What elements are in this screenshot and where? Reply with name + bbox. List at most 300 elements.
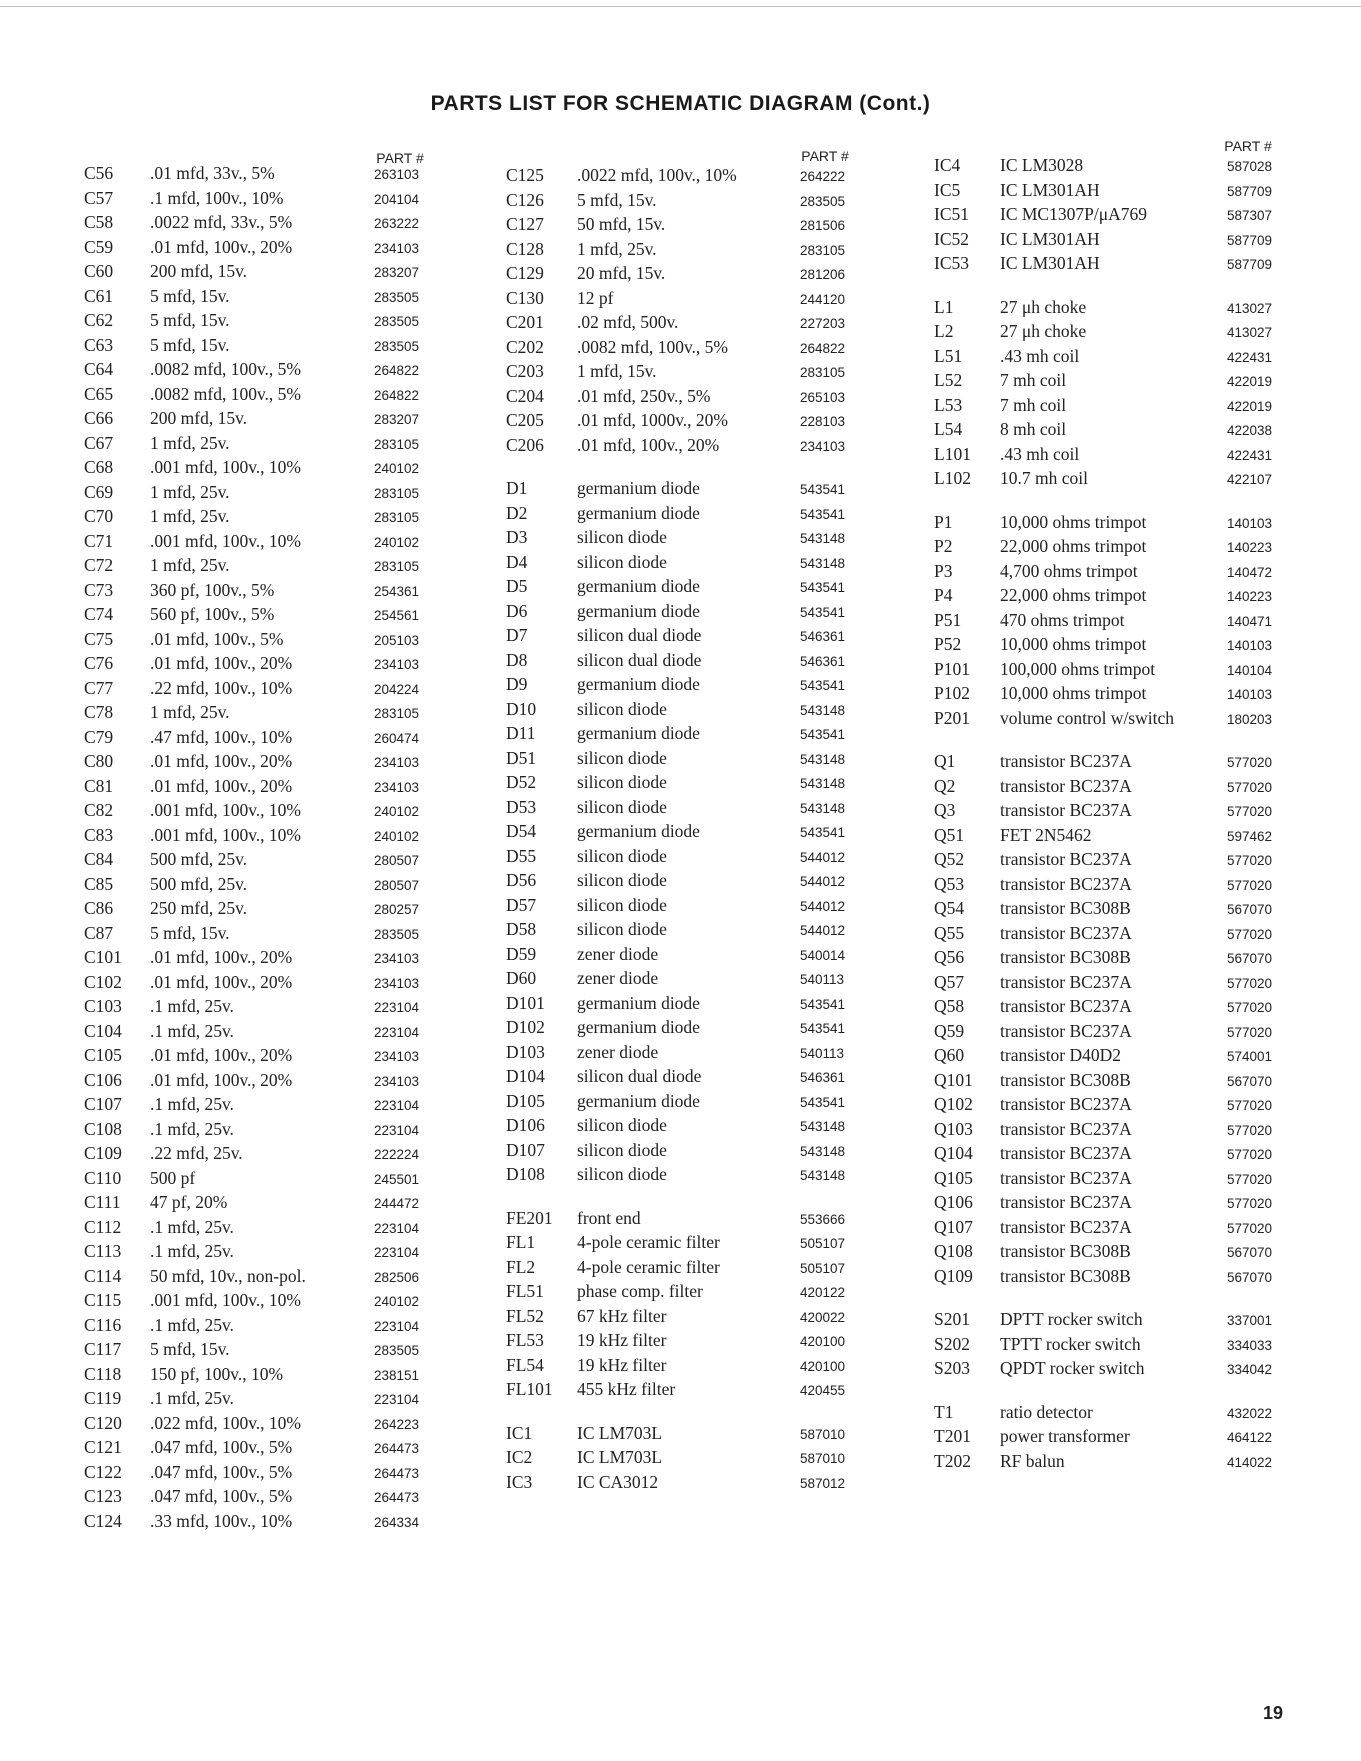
part-row <box>920 972 1361 997</box>
part-description: .22 mfd, 100v., 10% <box>150 677 293 698</box>
part-description: silicon diode <box>577 894 667 915</box>
ref-designator: IC52 <box>934 228 969 249</box>
ref-designator: D105 <box>506 1090 545 1111</box>
part-number: 587709 <box>1227 183 1273 199</box>
part-description: .1 mfd, 25v. <box>150 1020 234 1041</box>
part-row <box>920 155 1361 180</box>
part-description: transistor BC237A <box>1000 849 1132 869</box>
part-number: 264222 <box>800 169 846 184</box>
ref-designator: C61 <box>84 285 114 306</box>
part-number: 543541 <box>800 1021 846 1036</box>
part-description: .1 mfd, 25v. <box>150 1314 234 1335</box>
ref-designator: C121 <box>84 1437 122 1457</box>
part-row <box>920 468 1361 493</box>
part-row <box>0 678 470 703</box>
ref-designator: Q106 <box>934 1192 973 1212</box>
part-number: 464122 <box>1227 1430 1273 1445</box>
part-number: 577020 <box>1227 1122 1273 1138</box>
part-row <box>920 776 1361 801</box>
part-row <box>920 947 1361 972</box>
ref-designator: C76 <box>84 653 114 673</box>
part-number: 540014 <box>800 947 846 963</box>
part-row <box>920 683 1361 708</box>
ref-designator: D53 <box>506 796 537 817</box>
part-number: 205103 <box>374 632 420 648</box>
part-description: .02 mfd, 500v. <box>577 312 679 332</box>
part-row <box>0 433 470 458</box>
part-description: 500 mfd, 25v. <box>150 849 248 869</box>
ref-designator: P101 <box>934 658 970 679</box>
part-description: IC MC1307P/μA769 <box>1000 204 1147 224</box>
part-number: 422019 <box>1227 374 1273 389</box>
ref-designator: C86 <box>84 898 114 918</box>
parts-rows <box>920 155 1361 1475</box>
part-number: 281506 <box>800 218 846 233</box>
ref-designator: C205 <box>506 410 544 430</box>
ref-designator: D54 <box>506 821 537 841</box>
part-description: 250 mfd, 25v. <box>150 898 248 918</box>
ref-designator: D101 <box>506 992 545 1013</box>
part-row <box>470 846 920 871</box>
part-number: 422107 <box>1227 472 1273 487</box>
ref-designator: D60 <box>506 968 537 988</box>
part-description: 5 mfd, 15v. <box>150 285 230 306</box>
part-row <box>0 874 470 899</box>
part-description: 200 mfd, 15v. <box>150 408 248 428</box>
part-description: .1 mfd, 25v. <box>150 1216 234 1237</box>
ref-designator: D9 <box>506 674 528 694</box>
part-description: 4-pole ceramic filter <box>577 1232 720 1252</box>
part-description: 27 μh choke <box>1000 296 1087 317</box>
ref-designator: C56 <box>84 163 114 183</box>
part-row <box>0 1413 470 1438</box>
part-row <box>470 674 920 699</box>
ref-designator: D4 <box>506 551 528 572</box>
part-row <box>920 253 1361 278</box>
part-row <box>470 190 920 215</box>
part-row <box>0 849 470 874</box>
ref-designator: C58 <box>84 212 114 232</box>
ref-designator: C124 <box>84 1510 122 1531</box>
part-row <box>470 870 920 895</box>
part-row <box>0 310 470 335</box>
part-number: 587307 <box>1227 208 1273 223</box>
ref-designator: C128 <box>506 238 544 259</box>
part-number: 265103 <box>800 389 846 405</box>
part-row <box>470 748 920 773</box>
part-description: IC CA3012 <box>577 1471 659 1492</box>
ref-designator: C111 <box>84 1192 121 1212</box>
part-row <box>920 419 1361 444</box>
part-row <box>470 552 920 577</box>
part-row <box>920 1119 1361 1144</box>
ref-designator: FL54 <box>506 1354 544 1375</box>
part-number: 505107 <box>800 1236 846 1251</box>
part-description: transistor BC237A <box>1000 1167 1132 1188</box>
part-description: silicon diode <box>577 698 667 719</box>
part-number-header: PART # <box>801 148 849 164</box>
part-number: 263222 <box>374 216 420 231</box>
part-row <box>0 261 470 286</box>
part-row <box>470 576 920 601</box>
part-number: 254561 <box>374 608 420 623</box>
part-description: .0022 mfd, 100v., 10% <box>577 165 737 185</box>
part-row <box>920 1426 1361 1451</box>
ref-designator: P3 <box>934 560 953 581</box>
part-number: 283505 <box>800 193 846 209</box>
part-row <box>470 1208 920 1233</box>
part-number: 223104 <box>374 1220 420 1236</box>
ref-designator: Q52 <box>934 849 965 869</box>
part-description: transistor BC237A <box>1000 922 1132 943</box>
part-number: 587709 <box>1227 232 1273 248</box>
part-row <box>920 1358 1361 1383</box>
ref-designator: D11 <box>506 723 536 743</box>
part-description: 10.7 mh coil <box>1000 468 1088 488</box>
part-description: 360 pf, 100v., 5% <box>150 579 275 600</box>
part-description: 470 ohms trimpot <box>1000 609 1125 630</box>
part-description: .0022 mfd, 33v., 5% <box>150 212 293 232</box>
ref-designator: L51 <box>934 345 963 366</box>
ref-designator: C122 <box>84 1461 122 1482</box>
part-number: 422019 <box>1227 398 1273 414</box>
group-spacer <box>920 1290 1361 1309</box>
ref-designator: C77 <box>84 677 114 698</box>
part-description: silicon diode <box>577 747 667 768</box>
ref-designator: IC3 <box>506 1471 533 1492</box>
part-row <box>470 1066 920 1091</box>
part-number: 587012 <box>800 1475 846 1491</box>
part-number: 577020 <box>1227 1024 1273 1040</box>
part-number: 544012 <box>800 898 846 914</box>
part-row <box>470 503 920 528</box>
ref-designator: C59 <box>84 236 114 257</box>
part-number: 543148 <box>800 1119 846 1134</box>
ref-designator: C116 <box>84 1314 122 1335</box>
part-description: ratio detector <box>1000 1401 1093 1422</box>
part-row <box>0 1192 470 1217</box>
part-row <box>0 188 470 213</box>
part-number: 240102 <box>374 804 420 819</box>
part-number: 283207 <box>374 265 420 280</box>
ref-designator: C203 <box>506 361 544 381</box>
ref-designator: D55 <box>506 845 537 866</box>
part-row <box>920 1021 1361 1046</box>
part-row <box>920 585 1361 610</box>
parts-rows <box>470 165 920 1496</box>
part-number: 420022 <box>800 1309 846 1325</box>
part-description: .01 mfd, 100v., 5% <box>150 628 284 649</box>
part-description: 500 mfd, 25v. <box>150 873 248 894</box>
part-description: silicon diode <box>577 796 667 817</box>
part-number: 283207 <box>374 412 420 427</box>
ref-designator: C101 <box>84 947 122 967</box>
part-number: 574001 <box>1227 1049 1273 1064</box>
part-number: 140103 <box>1227 638 1273 653</box>
part-row <box>920 1451 1361 1476</box>
part-number: 587709 <box>1227 257 1273 272</box>
ref-designator: C80 <box>84 751 114 771</box>
part-number: 283105 <box>800 242 846 258</box>
part-description: germanium diode <box>577 478 700 498</box>
ref-designator: D59 <box>506 943 537 964</box>
part-description: 1 mfd, 15v. <box>577 361 657 381</box>
part-number: 204104 <box>374 191 420 207</box>
part-description: 1 mfd, 25v. <box>150 506 230 526</box>
part-row <box>470 1330 920 1355</box>
part-description: transistor D40D2 <box>1000 1045 1122 1065</box>
part-description: 22,000 ohms trimpot <box>1000 585 1147 605</box>
part-number: 140103 <box>1227 687 1273 702</box>
part-description: phase comp. filter <box>577 1281 703 1301</box>
ref-designator: C117 <box>84 1339 122 1359</box>
part-description: 10,000 ohms trimpot <box>1000 511 1147 532</box>
ref-designator: P51 <box>934 609 962 630</box>
part-row <box>470 1257 920 1282</box>
ref-designator: C103 <box>84 996 122 1016</box>
part-description: silicon diode <box>577 1115 667 1135</box>
part-description: 5 mfd, 15v. <box>150 334 230 355</box>
ref-designator: C110 <box>84 1167 122 1188</box>
part-description: 100,000 ohms trimpot <box>1000 658 1156 679</box>
part-number: 597462 <box>1227 828 1273 844</box>
ref-designator: C62 <box>84 310 114 330</box>
part-number: 223104 <box>374 1318 420 1334</box>
part-row <box>920 800 1361 825</box>
part-row <box>920 1309 1361 1334</box>
ref-designator: C118 <box>84 1363 122 1384</box>
part-description: 7 mh coil <box>1000 394 1067 415</box>
part-description: 200 mfd, 15v. <box>150 261 248 281</box>
parts-rows <box>0 163 470 1535</box>
part-description: .01 mfd, 100v., 20% <box>150 971 293 992</box>
part-number: 223104 <box>374 1245 420 1260</box>
part-row <box>0 702 470 727</box>
part-description: transistor BC308B <box>1000 947 1131 967</box>
ref-designator: C73 <box>84 579 114 600</box>
ref-designator: D8 <box>506 649 528 670</box>
ref-designator: C66 <box>84 408 114 428</box>
ref-designator: C104 <box>84 1020 122 1041</box>
part-number: 283105 <box>374 485 420 501</box>
ref-designator: C64 <box>84 359 114 379</box>
part-description: transistor BC237A <box>1000 873 1132 894</box>
part-row <box>0 163 470 188</box>
part-row <box>0 1021 470 1046</box>
part-description: 455 kHz filter <box>577 1379 676 1399</box>
part-number: 234103 <box>374 975 420 991</box>
ref-designator: D3 <box>506 527 528 547</box>
part-description: .001 mfd, 100v., 10% <box>150 1290 302 1310</box>
part-row <box>470 1017 920 1042</box>
part-row <box>0 580 470 605</box>
page-title: PARTS LIST FOR SCHEMATIC DIAGRAM (Cont.) <box>430 92 931 115</box>
part-row <box>920 1045 1361 1070</box>
part-number: 223104 <box>374 1000 420 1015</box>
part-number: 264473 <box>374 1490 420 1505</box>
part-description: transistor BC237A <box>1000 1143 1132 1163</box>
ref-designator: C60 <box>84 261 114 281</box>
part-row <box>920 1217 1361 1242</box>
part-number: 422038 <box>1227 423 1273 438</box>
part-number: 283105 <box>374 559 420 574</box>
part-description: silicon diode <box>577 551 667 572</box>
part-number: 546361 <box>800 629 846 644</box>
part-number: 140223 <box>1227 540 1273 555</box>
part-description: germanium diode <box>577 1017 700 1037</box>
group-spacer <box>920 732 1361 751</box>
part-description: IC LM703L <box>577 1422 663 1443</box>
part-row <box>0 1119 470 1144</box>
part-row <box>920 849 1361 874</box>
part-description: 19 kHz filter <box>577 1354 667 1375</box>
part-number: 283505 <box>374 1343 420 1358</box>
part-number: 577020 <box>1227 1196 1273 1211</box>
part-number: 577020 <box>1227 755 1273 770</box>
ref-designator: D102 <box>506 1017 545 1037</box>
part-description: .001 mfd, 100v., 10% <box>150 457 302 477</box>
part-number: 543148 <box>800 702 846 718</box>
part-row <box>470 1447 920 1472</box>
ref-designator: C57 <box>84 187 114 208</box>
ref-designator: L2 <box>934 321 954 341</box>
part-description: 1 mfd, 25v. <box>150 432 230 453</box>
part-row <box>0 531 470 556</box>
part-number: 420100 <box>800 1334 846 1349</box>
ref-designator: D10 <box>506 698 537 719</box>
part-row <box>920 708 1361 733</box>
ref-designator: D103 <box>506 1041 545 1062</box>
ref-designator: C67 <box>84 432 114 453</box>
part-number: 577020 <box>1227 1220 1273 1236</box>
part-number: 543541 <box>800 604 846 620</box>
part-description: .01 mfd, 33v., 5% <box>150 163 275 183</box>
group-spacer <box>470 1189 920 1208</box>
ref-designator: FL51 <box>506 1281 544 1301</box>
part-number: 283105 <box>800 365 846 380</box>
part-number: 254361 <box>374 583 420 599</box>
part-row <box>0 727 470 752</box>
part-description: transistor BC237A <box>1000 1216 1132 1237</box>
part-row <box>0 1364 470 1389</box>
ref-designator: FE201 <box>506 1207 553 1228</box>
ref-designator: FL2 <box>506 1256 536 1277</box>
part-number: 238151 <box>374 1367 420 1383</box>
ref-designator: Q58 <box>934 996 965 1016</box>
part-description: front end <box>577 1207 641 1228</box>
ref-designator: Q54 <box>934 898 965 918</box>
group-spacer <box>920 1383 1361 1402</box>
part-number: 543541 <box>800 580 846 595</box>
ref-designator: D1 <box>506 478 528 498</box>
part-row <box>470 1232 920 1257</box>
ref-designator: D58 <box>506 919 537 939</box>
part-number: 577020 <box>1227 1000 1273 1015</box>
part-number: 544012 <box>800 874 846 889</box>
part-row <box>0 1143 470 1168</box>
ref-designator: Q3 <box>934 800 956 820</box>
part-number: 337001 <box>1227 1313 1273 1328</box>
part-description: IC LM301AH <box>1000 253 1100 273</box>
part-number: 546361 <box>800 653 846 669</box>
part-number: 140471 <box>1227 613 1273 629</box>
ref-designator: C129 <box>506 263 544 283</box>
ref-designator: S201 <box>934 1309 970 1329</box>
ref-designator: C105 <box>84 1045 122 1065</box>
part-number: 577020 <box>1227 804 1273 819</box>
part-description: transistor BC237A <box>1000 1192 1132 1212</box>
part-description: silicon diode <box>577 845 667 866</box>
part-row <box>470 650 920 675</box>
ref-designator: D56 <box>506 870 537 890</box>
part-number: 204224 <box>374 681 420 697</box>
part-row <box>920 1143 1361 1168</box>
page-number: 19 <box>1262 1703 1283 1723</box>
ref-designator: Q102 <box>934 1094 973 1114</box>
part-description: transistor BC308B <box>1000 1265 1131 1286</box>
part-number: 577020 <box>1227 1098 1273 1113</box>
ref-designator: C65 <box>84 383 114 404</box>
part-number: 543148 <box>800 1168 846 1183</box>
part-description: 1 mfd, 25v. <box>150 555 230 575</box>
part-row <box>0 555 470 580</box>
part-description: 150 pf, 100v., 10% <box>150 1363 284 1384</box>
part-description: 5 mfd, 15v. <box>150 922 230 943</box>
part-number: 540113 <box>800 1045 845 1061</box>
part-description: 5 mfd, 15v. <box>577 189 657 210</box>
ref-designator: Q60 <box>934 1045 965 1065</box>
part-description: .33 mfd, 100v., 10% <box>150 1510 293 1531</box>
ref-designator: C119 <box>84 1388 122 1408</box>
part-description: .01 mfd, 100v., 20% <box>150 947 293 967</box>
part-row <box>0 457 470 482</box>
ref-designator: FL53 <box>506 1330 544 1350</box>
part-number: 234103 <box>374 779 420 795</box>
ref-designator: C126 <box>506 189 544 210</box>
part-row <box>920 370 1361 395</box>
part-description: .1 mfd, 100v., 10% <box>150 187 284 208</box>
part-row <box>0 506 470 531</box>
ref-designator: D7 <box>506 625 528 645</box>
ref-designator: P102 <box>934 683 970 703</box>
part-number: 282506 <box>374 1269 420 1285</box>
part-row <box>0 825 470 850</box>
ref-designator: C68 <box>84 457 114 477</box>
part-number: 414022 <box>1227 1454 1273 1470</box>
part-description: germanium diode <box>577 600 700 621</box>
part-number: 234103 <box>374 1049 420 1064</box>
part-number: 587028 <box>1227 159 1273 174</box>
part-row <box>920 1070 1361 1095</box>
ref-designator: D104 <box>506 1066 545 1086</box>
part-row <box>920 1402 1361 1427</box>
part-row <box>470 1115 920 1140</box>
part-row <box>470 527 920 552</box>
part-row <box>920 898 1361 923</box>
part-number: 140472 <box>1227 564 1273 580</box>
part-row <box>0 408 470 433</box>
part-row <box>0 384 470 409</box>
part-row <box>920 444 1361 469</box>
part-row <box>920 297 1361 322</box>
ref-designator: C108 <box>84 1118 122 1139</box>
ref-designator: T1 <box>934 1401 954 1422</box>
ref-designator: IC1 <box>506 1422 533 1443</box>
part-description: 20 mfd, 15v. <box>577 263 666 283</box>
part-description: .047 mfd, 100v., 5% <box>150 1486 293 1506</box>
ref-designator: C63 <box>84 334 114 355</box>
part-description: zener diode <box>577 1041 659 1062</box>
